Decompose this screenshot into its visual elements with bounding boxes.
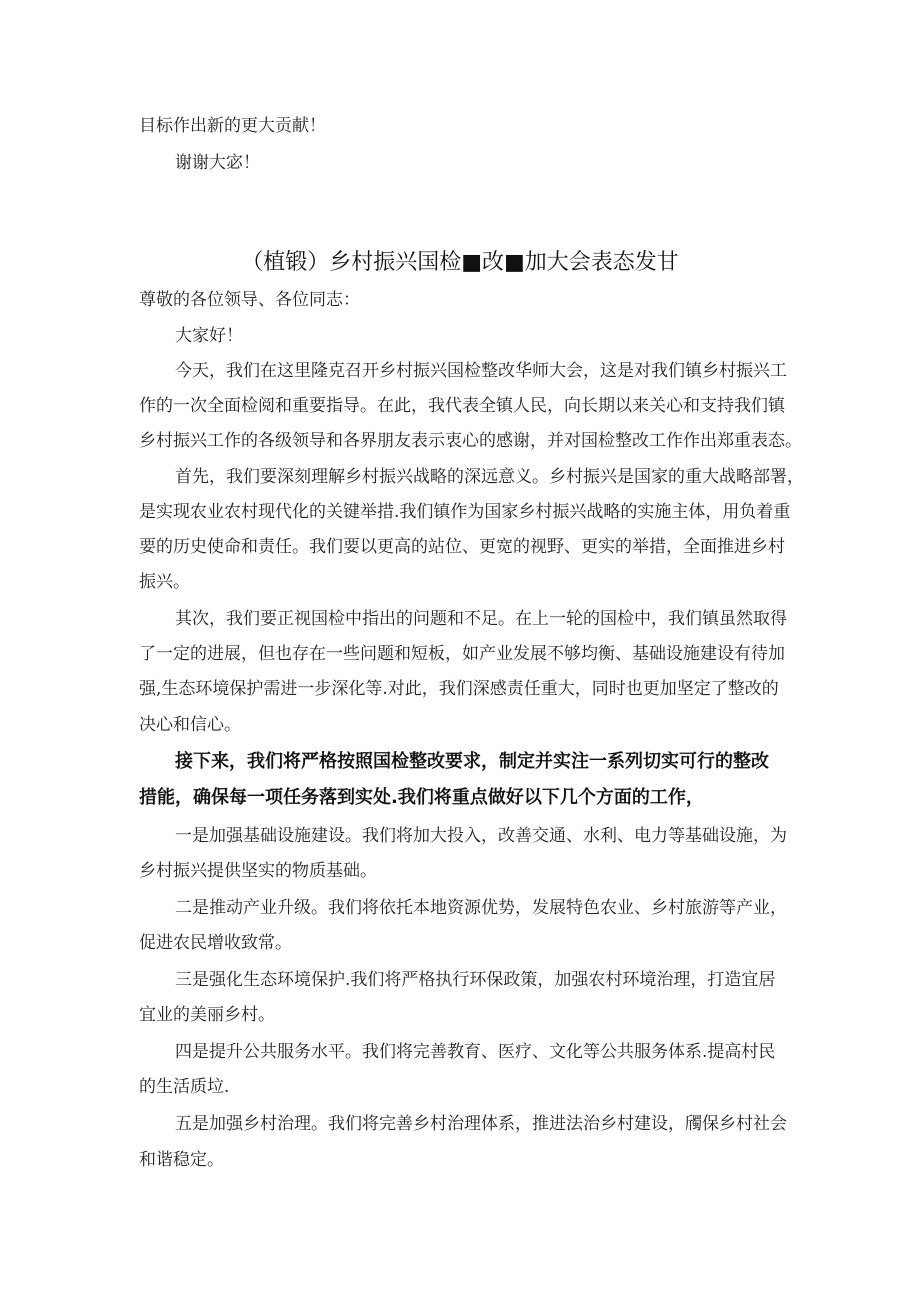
paragraph-line: 了一定的进展，但也存在一些问题和短板，如产业发展不够均衡、基础设施建设有待加 (139, 644, 785, 664)
paragraph-line-bold: 接下来，我们将严格按照国检整改要求，制定并实注一系列切实可行的整改 (175, 751, 769, 772)
paragraph-line: 强,生态环境保护需进一步深化等.对此，我们深感责任重大，同时也更加坚定了整改的 (139, 679, 779, 699)
paragraph-line: 决心和信心。 (139, 715, 241, 735)
paragraph-line: 四是提升公共服务水平。我们将完善教育、医疗、文化等公共服务体系.提高村民 (175, 1042, 776, 1062)
paragraph-line: 和谐稳定。 (139, 1150, 224, 1170)
paragraph-line: 的生活质垃. (139, 1077, 230, 1097)
paragraph-line: 宜业的美丽乡村。 (139, 1005, 275, 1025)
paragraph-line: 要的历史使命和责任。我们要以更高的站位、更宽的视野、更实的举措，全面推进乡村 (139, 537, 785, 557)
paragraph-line: 二是推动产业升级。我们将依托本地资源优势，发展特色农业、乡村旅游等产业， (175, 898, 787, 918)
paragraph-line: 促进农民增收致常。 (139, 933, 292, 953)
document-title: （植锻）乡村振兴国检■改■加大会表态发甘 (241, 250, 679, 275)
paragraph-line-bold: 措能，确保每一项任务落到实处.我们将重点做好以下几个方面的工作， (139, 787, 704, 808)
salutation: 尊敬的各位领导、各位同志： (139, 290, 360, 310)
paragraph-line: 是实现农业农村现代化的关键举措.我们镇作为国家乡村振兴战略的实施主体，用负着重 (139, 502, 791, 522)
greeting: 大家好！ (175, 326, 243, 346)
paragraph-line: 作的一次全面检阅和重要指导。在此，我代表全镇人民，向长期以来关心和支持我们镇 (139, 396, 785, 416)
paragraph-line: 一是加强基础设施建设。我们将加大投入，改善交通、水利、电力等基础设施，为 (175, 826, 787, 846)
paragraph-line: 今天，我们在这里隆克召开乡村振兴国检整改华师大会，这是对我们镇乡村振兴工 (175, 361, 787, 381)
thanks-line: 谢谢大宓！ (175, 153, 260, 173)
paragraph-line: 振兴。 (139, 572, 190, 592)
paragraph-line: 首先，我们要深刻理解乡村振兴战略的深远意义。乡村振兴是国家的重大战略部署， (175, 467, 804, 487)
paragraph-line: 乡村振兴工作的各级领导和各界朋友表示衷心的感谢，并对国检整改工作作出郑重表态。 (139, 431, 802, 451)
paragraph-line: 五是加强乡村治理。我们将完善乡村治理体系，推进法治乡村建设，斶保乡村社会 (175, 1114, 787, 1134)
paragraph-line: 其次，我们要正视国检中指出的问题和不足。在上一轮的国检中，我们镇虽然取得 (175, 609, 787, 629)
continued-text-line: 目标作出新的更大贡献！ (139, 116, 326, 136)
paragraph-line: 三是强化生态环境保护.我们将严格执行环保政策，加强农村环境治理，打造宜居 (175, 970, 776, 990)
paragraph-line: 乡村振兴提供坚实的物质基础。 (139, 861, 377, 881)
